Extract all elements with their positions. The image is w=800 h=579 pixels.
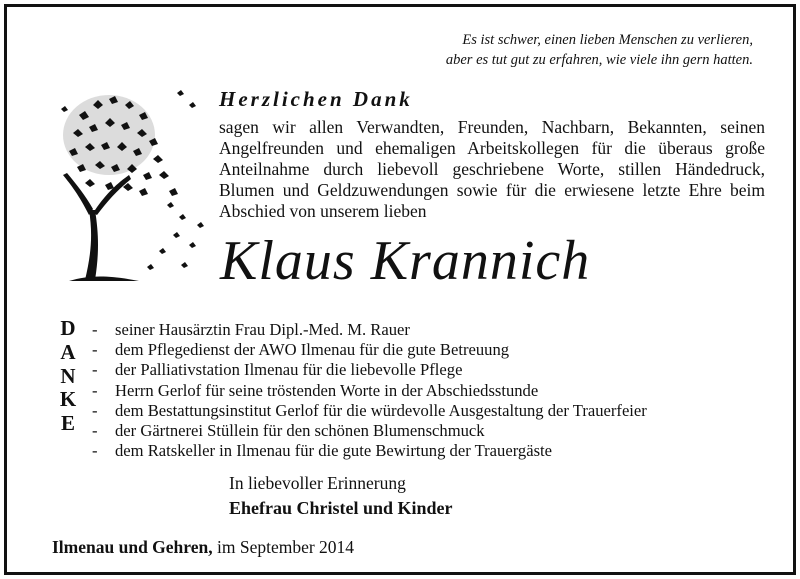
list-item: - seiner Hausärztin Frau Dipl.-Med. M. Rauer xyxy=(92,320,410,339)
list-item-text: dem Bestattungsinstitut Gerlof für die würdevolle Ausgestaltung der Trauerfeier xyxy=(115,400,647,420)
tree-illustration xyxy=(49,75,209,285)
family-signature: Ehefrau Christel und Kinder xyxy=(229,498,453,518)
quote xyxy=(323,30,753,70)
list-item: - dem Bestattungsinstitut Gerlof für die würdevolle Ausgestaltung der Trauerfeier xyxy=(92,400,647,420)
list-item: - der Palliativstation Ilmenau für die liebevolle Pflege xyxy=(92,360,463,380)
thanks-text: sagen wir allen Verwandten, Freunden, Nachbarn, Bekannten, seinen Angelfreunden und ehemaligen Arbeitskollegen für die überaus große Anteilnahme durch liebevoll geschriebene Worte, stillen Händedruck, Blumen und Geldzuwendungen sowie für die erwiesene letzte Ehre beim Abschied von unserem lieben xyxy=(219,117,765,221)
place: Ilmenau und Gehren, xyxy=(52,537,213,557)
danke-letter: A xyxy=(60,339,76,364)
list-item-text: der Gärtnerei Stüllein für den schönen Blumenschmuck xyxy=(115,421,485,441)
danke-letter: D xyxy=(60,316,76,340)
danke-letter: E xyxy=(60,411,75,436)
danke-letter: K xyxy=(59,387,77,412)
danke-list xyxy=(92,320,647,461)
obituary-card xyxy=(4,4,796,575)
memory-text: In liebevoller Erinnerung xyxy=(229,473,406,493)
place-date xyxy=(52,537,354,558)
heading-herzlichen-dank: Herzlichen Dank xyxy=(219,87,413,111)
list-item: - dem Ratskeller in Ilmenau für die gute Bewirtung der Trauergäste xyxy=(92,441,553,461)
danke-letter: N xyxy=(60,363,76,388)
quote-line-1: Es ist schwer, einen lieben Menschen zu verlieren, xyxy=(462,32,753,48)
list-item-text: dem Ratskeller in Ilmenau für die gute Bewirtung der Trauergäste xyxy=(115,441,553,461)
deceased-name: Klaus Krannich xyxy=(220,230,591,292)
date: im September 2014 xyxy=(217,537,355,557)
list-item-text: seiner Hausärztin Frau Dipl.-Med. M. Rauer xyxy=(115,320,410,339)
list-item: - dem Pflegedienst der AWO Ilmenau für die gute Betreuung xyxy=(92,340,510,360)
thanks-paragraph xyxy=(219,117,765,222)
list-item-text: Herrn Gerlof für seine tröstenden Worte in der Abschiedsstunde xyxy=(115,380,539,400)
danke-acrostic xyxy=(54,317,82,436)
quote-line-2: aber es tut gut zu erfahren, wie viele ihn gern hatten. xyxy=(445,52,753,68)
list-item-text: dem Pflegedienst der AWO Ilmenau für die gute Betreuung xyxy=(115,340,510,360)
list-item: - der Gärtnerei Stüllein für den schönen Blumenschmuck xyxy=(92,421,485,441)
list-item-text: der Palliativstation Ilmenau für die liebevolle Pflege xyxy=(115,360,463,380)
list-item: - Herrn Gerlof für seine tröstenden Worte in der Abschiedsstunde xyxy=(92,380,539,400)
